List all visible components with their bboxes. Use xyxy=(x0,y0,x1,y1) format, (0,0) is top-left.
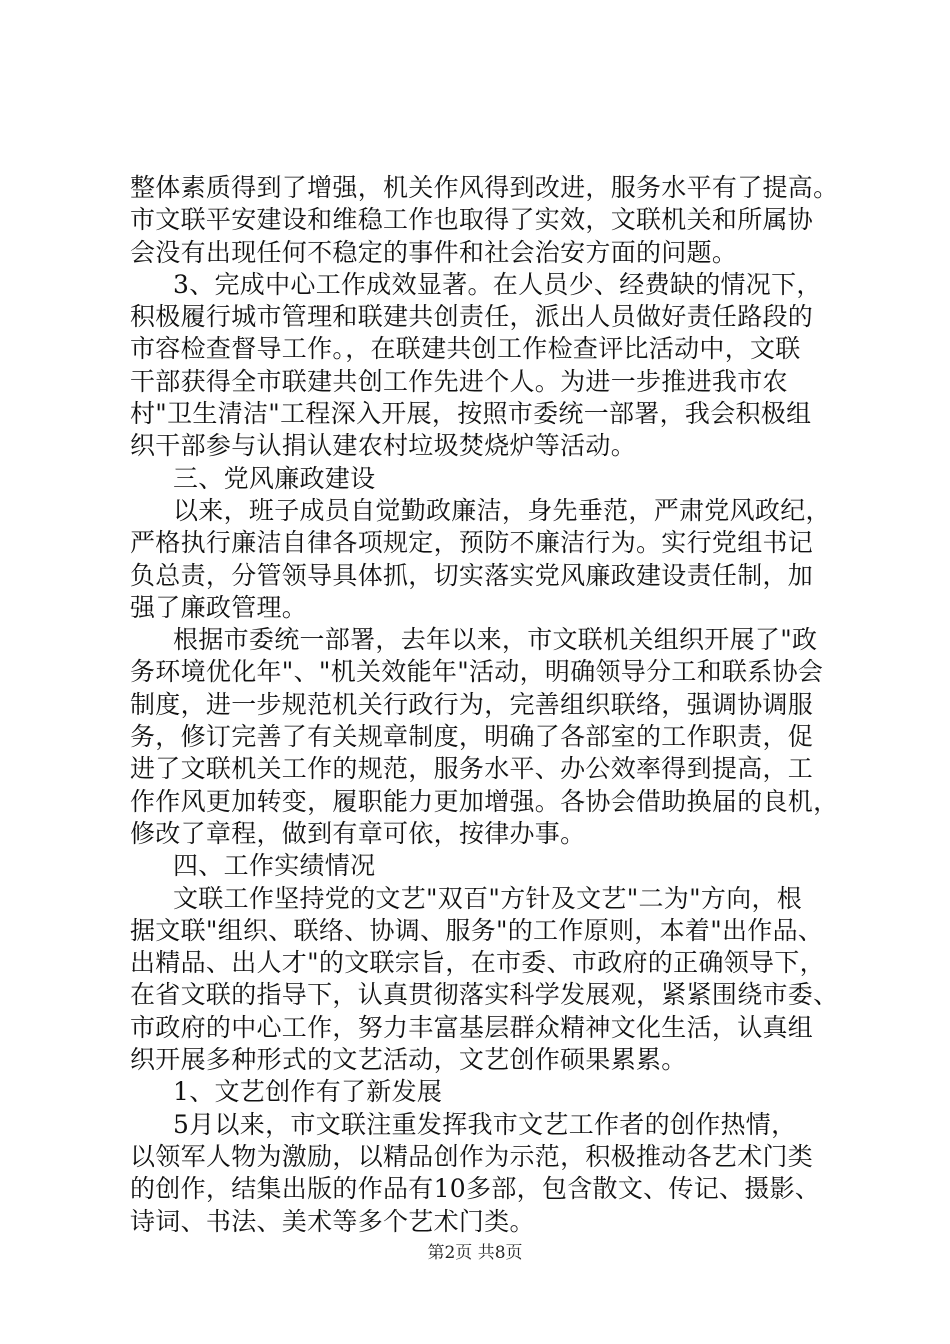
text-line: 积极履行城市管理和联建共创责任，派出人员做好责任路段的 xyxy=(130,302,814,332)
text-line: 出精品、出人才"的文联宗旨，在市委、市政府的正确领导下， xyxy=(130,948,825,978)
section-heading: 三、党风廉政建设 xyxy=(173,463,376,493)
text-line: 进了文联机关工作的规范，服务水平、办公效率得到提高，工 xyxy=(130,754,814,784)
text-line: 诗词、书法、美术等多个艺术门类。 xyxy=(130,1206,535,1236)
text-line: 强了廉政管理。 xyxy=(130,592,308,622)
text-line: 在省文联的指导下，认真贯彻落实科学发展观，紧紧围绕市委、 xyxy=(130,980,839,1010)
text-line: 市政府的中心工作，努力丰富基层群众精神文化生活，认真组 xyxy=(130,1012,814,1042)
text-line: 务环境优化年"、"机关效能年"活动，明确领导分工和联系协会 xyxy=(130,657,824,687)
text-line: 5月以来，市文联注重发挥我市文艺工作者的创作热情， xyxy=(173,1109,797,1139)
text-line: 干部获得全市联建共创工作先进个人。为进一步推进我市农 xyxy=(130,366,788,396)
text-line: 以来，班子成员自觉勤政廉洁，身先垂范，严肃党风政纪， xyxy=(173,495,831,525)
text-line: 整体素质得到了增强，机关作风得到改进，服务水平有了提高。 xyxy=(130,173,839,202)
text-line: 负总责，分管领导具体抓，切实落实党风廉政建设责任制，加 xyxy=(130,560,814,590)
text-line: 的创作，结集出版的作品有10多部，包含散文、传记、摄影、 xyxy=(130,1174,821,1204)
text-line: 以领军人物为激励，以精品创作为示范，积极推动各艺术门类 xyxy=(130,1141,814,1171)
text-line: 制度，进一步规范机关行政行为，完善组织联络，强调协调服 xyxy=(130,689,814,719)
document-body xyxy=(130,172,850,1238)
text-line: 会没有出现任何不稳定的事件和社会治安方面的问题。 xyxy=(130,237,738,267)
paragraph-heading: 3、完成中心工作成效显著。在人员少、经费缺的情况下， xyxy=(173,269,822,299)
text-line: 市文联平安建设和维稳工作也取得了实效，文联机关和所属协 xyxy=(130,205,814,235)
section-heading: 四、工作实绩情况 xyxy=(173,851,376,881)
text-line: 据文联"组织、联络、协调、服务"的工作原则，本着"出作品、 xyxy=(130,915,824,945)
text-line: 市容检查督导工作。，在联建共创工作检查评比活动中，文联 xyxy=(130,334,801,364)
text-line: 严格执行廉洁自律各项规定，预防不廉洁行为。实行党组书记 xyxy=(130,528,814,558)
text-line: 作作风更加转变，履职能力更加增强。各协会借助换届的良机， xyxy=(130,786,839,816)
text-line: 织开展多种形式的文艺活动，文艺创作硕果累累。 xyxy=(130,1045,687,1075)
text-line: 务，修订完善了有关规章制度，明确了各部室的工作职责，促 xyxy=(130,722,814,752)
paragraph-heading: 1、文艺创作有了新发展 xyxy=(173,1077,443,1107)
text-line: 根据市委统一部署，去年以来，市文联机关组织开展了"政 xyxy=(173,625,818,655)
text-line: 修改了章程，做到有章可依，按律办事。 xyxy=(130,818,586,848)
text-line: 织干部参与认捐认建农村垃圾焚烧炉等活动。 xyxy=(130,431,637,461)
text-line: 文联工作坚持党的文艺"双百"方针及文艺"二为"方向，根 xyxy=(173,883,803,913)
text-line: 村"卫生清洁"工程深入开展，按照市委统一部署，我会积极组 xyxy=(130,399,812,429)
page-number-footer: 第2页 共8页 xyxy=(427,1243,523,1263)
